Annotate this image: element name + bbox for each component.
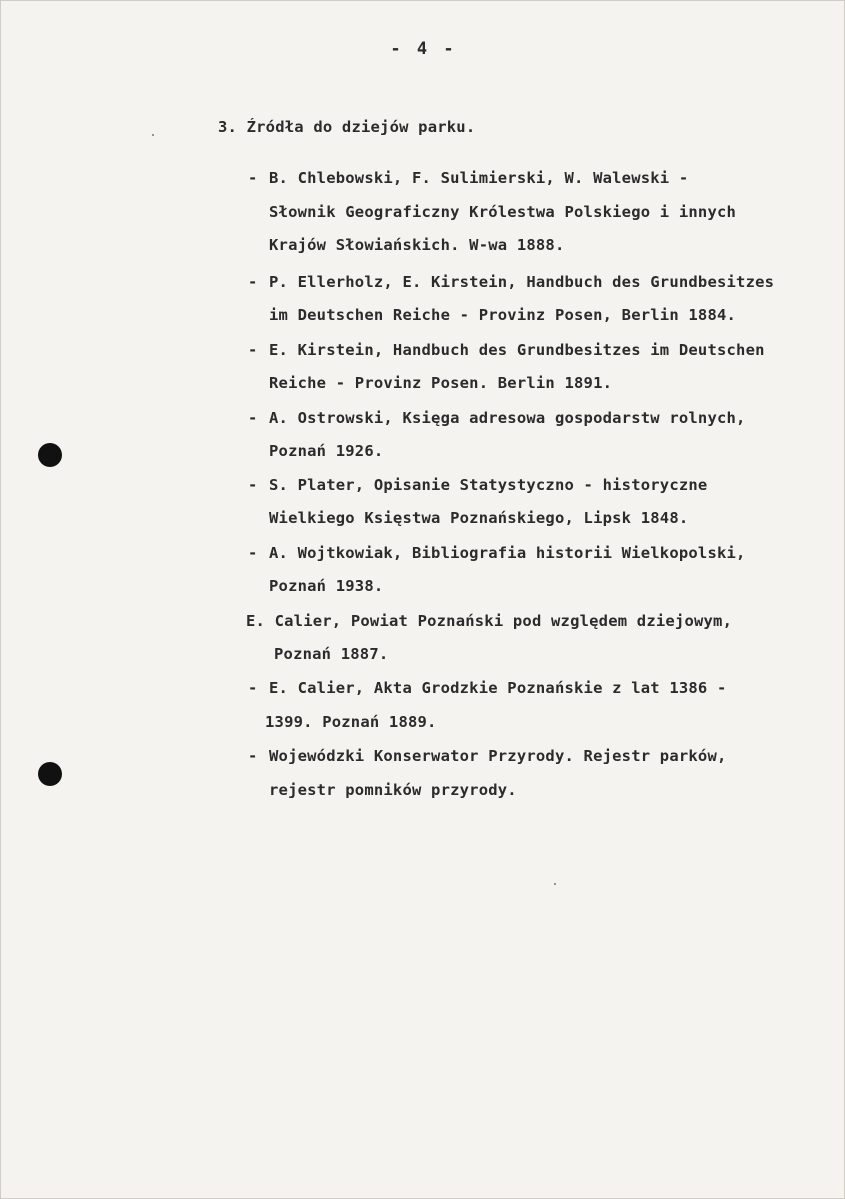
entry-dash: - <box>248 341 258 359</box>
entry-dash: - <box>248 169 258 187</box>
entry-line: im Deutschen Reiche - Provinz Posen, Berlin 1884. <box>269 306 737 324</box>
entry-line: Wielkiego Księstwa Poznańskiego, Lipsk 1848. <box>269 509 689 527</box>
entry-line: B. Chlebowski, F. Sulimierski, W. Walewski - <box>269 169 689 187</box>
punch-hole <box>38 443 62 467</box>
entry-line: rejestr pomników przyrody. <box>269 781 517 799</box>
entry-line: Wojewódzki Konserwator Przyrody. Rejestr parków, <box>269 747 727 765</box>
page-number: - 4 - <box>390 39 457 59</box>
entry-line: E. Calier, Powiat Poznański pod względem dziejowym, <box>246 612 733 630</box>
entry-dash: - <box>248 544 258 562</box>
entry-line: E. Calier, Akta Grodzkie Poznańskie z lat 1386 - <box>269 679 727 697</box>
entry-line: S. Plater, Opisanie Statystyczno - historyczne <box>269 476 708 494</box>
entry-line: A. Wojtkowiak, Bibliografia historii Wielkopolski, <box>269 544 746 562</box>
entry-line: Poznań 1887. <box>274 645 389 663</box>
scan-speck <box>554 883 556 885</box>
entry-dash: - <box>248 679 258 697</box>
entry-line: Słownik Geograficzny Królestwa Polskiego i innych <box>269 203 737 221</box>
entry-line: E. Kirstein, Handbuch des Grundbesitzes im Deutschen <box>269 341 765 359</box>
entry-line: Poznań 1938. <box>269 577 384 595</box>
entry-dash: - <box>248 273 258 291</box>
punch-hole <box>38 762 62 786</box>
scan-speck <box>152 134 154 136</box>
section-heading: 3. Źródła do dziejów parku. <box>218 118 476 136</box>
entry-dash: - <box>248 409 258 427</box>
entry-line: Krajów Słowiańskich. W-wa 1888. <box>269 236 565 254</box>
entry-line: A. Ostrowski, Księga adresowa gospodarstw rolnych, <box>269 409 746 427</box>
entry-line: Reiche - Provinz Posen. Berlin 1891. <box>269 374 613 392</box>
entry-dash: - <box>248 747 258 765</box>
entry-line: P. Ellerholz, E. Kirstein, Handbuch des Grundbesitzes <box>269 273 775 291</box>
entry-dash: - <box>248 476 258 494</box>
entry-line: 1399. Poznań 1889. <box>265 713 437 731</box>
entry-line: Poznań 1926. <box>269 442 384 460</box>
